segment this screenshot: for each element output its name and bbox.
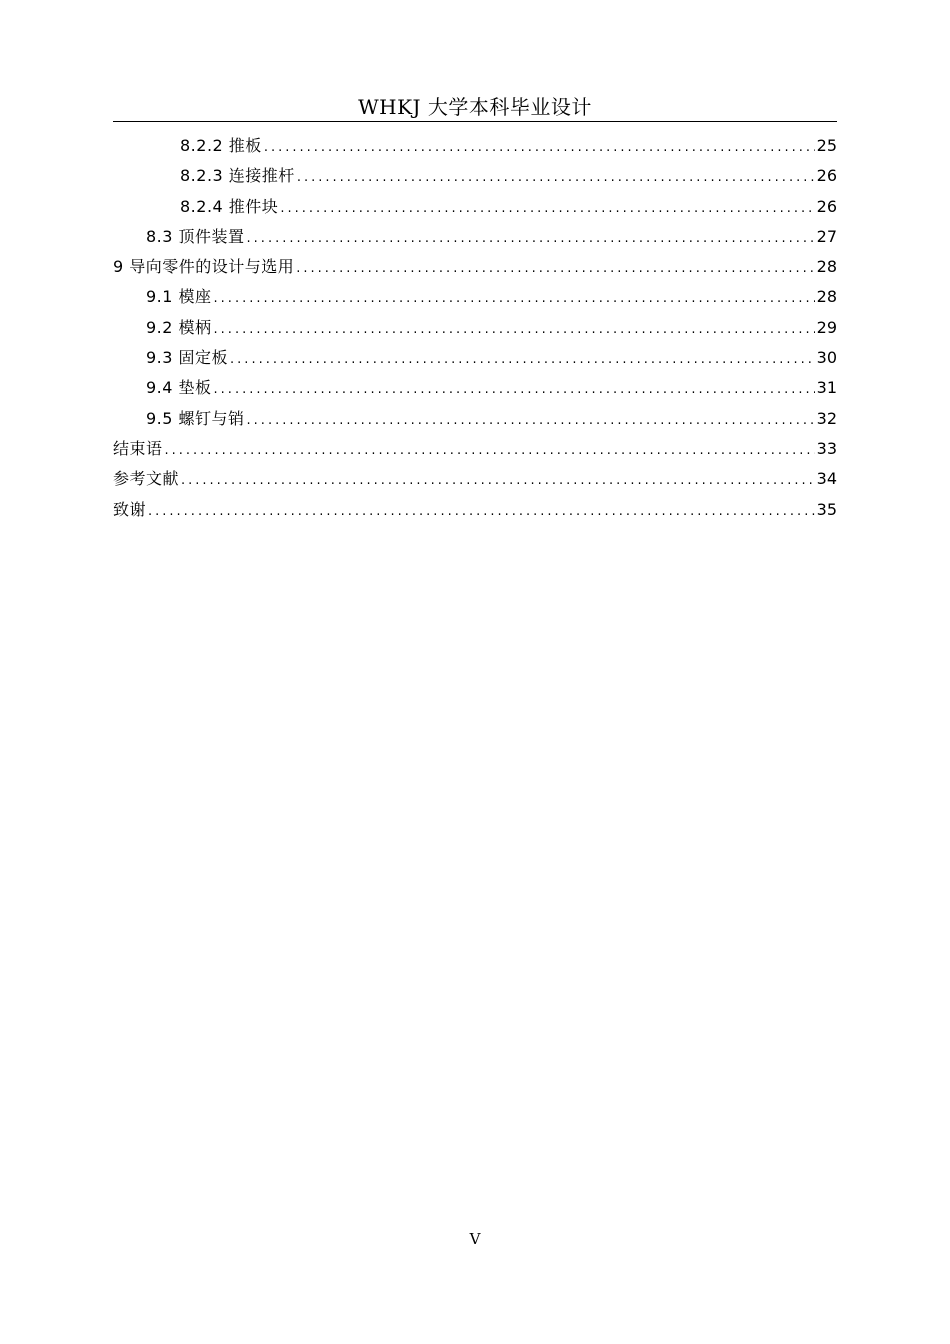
page-header: WHKJ 大学本科毕业设计 bbox=[113, 94, 837, 122]
toc-entry[interactable] bbox=[113, 464, 837, 494]
toc-entry[interactable] bbox=[113, 192, 837, 222]
toc-dot-leader bbox=[247, 406, 815, 436]
toc-entry[interactable] bbox=[113, 252, 837, 282]
toc-dot-leader bbox=[214, 284, 815, 314]
toc-entry-page: 30 bbox=[816, 348, 837, 368]
toc-dot-leader bbox=[165, 436, 815, 466]
toc-entry-page: 26 bbox=[816, 196, 837, 216]
toc-dot-leader bbox=[280, 194, 814, 224]
toc-entry-page: 31 bbox=[816, 378, 837, 398]
toc-entry-title: 8.3 顶件装置 bbox=[146, 226, 245, 246]
toc-dot-leader bbox=[214, 375, 815, 405]
toc-entry[interactable] bbox=[113, 343, 837, 373]
page-number: V bbox=[469, 1230, 481, 1248]
toc-entry-title: 8.2.2 推板 bbox=[180, 136, 262, 155]
toc-entry-page: 26 bbox=[816, 166, 837, 186]
toc-entry-title: 8.2.4 推件块 bbox=[180, 196, 279, 216]
toc-dot-leader bbox=[230, 345, 815, 375]
table-of-contents bbox=[113, 131, 837, 525]
toc-entry[interactable] bbox=[113, 404, 837, 434]
toc-dot-leader bbox=[296, 254, 814, 284]
toc-entry-title: 9.3 固定板 bbox=[146, 348, 229, 368]
toc-dot-leader bbox=[297, 163, 815, 193]
toc-entry[interactable] bbox=[113, 495, 837, 525]
toc-entry-title: 9.1 模座 bbox=[146, 287, 212, 307]
toc-entry-title: 9.2 模柄 bbox=[146, 317, 212, 337]
toc-entry-page: 27 bbox=[816, 226, 837, 246]
toc-entry[interactable] bbox=[113, 434, 837, 464]
toc-dot-leader bbox=[264, 133, 815, 163]
toc-entry-title: 9 导向零件的设计与选用 bbox=[113, 257, 295, 277]
toc-entry-page: 33 bbox=[816, 438, 837, 458]
toc-dot-leader bbox=[247, 224, 815, 254]
toc-entry-title: 9.5 螺钉与销 bbox=[146, 408, 245, 428]
toc-entry-title: 结束语 bbox=[113, 438, 163, 458]
toc-entry[interactable] bbox=[113, 373, 837, 403]
toc-entry-page: 28 bbox=[816, 287, 837, 307]
toc-entry-page: 32 bbox=[816, 408, 837, 428]
toc-entry-page: 35 bbox=[816, 499, 837, 519]
toc-entry-page: 29 bbox=[816, 317, 837, 337]
toc-entry-page: 25 bbox=[816, 136, 837, 155]
toc-dot-leader bbox=[181, 466, 815, 496]
toc-entry[interactable] bbox=[113, 313, 837, 343]
toc-entry[interactable] bbox=[113, 222, 837, 252]
toc-entry-page: 34 bbox=[816, 469, 837, 489]
toc-entry[interactable] bbox=[113, 282, 837, 312]
toc-entry-page: 28 bbox=[816, 257, 837, 277]
toc-dot-leader bbox=[148, 497, 815, 527]
toc-entry-title: 参考文献 bbox=[113, 469, 180, 489]
toc-entry-title: 致谢 bbox=[113, 499, 147, 519]
toc-entry-title: 8.2.3 连接推杆 bbox=[180, 166, 295, 186]
toc-entry[interactable] bbox=[113, 131, 837, 161]
toc-entry-title: 9.4 垫板 bbox=[146, 378, 212, 398]
toc-dot-leader bbox=[214, 315, 815, 345]
toc-entry[interactable] bbox=[113, 161, 837, 191]
